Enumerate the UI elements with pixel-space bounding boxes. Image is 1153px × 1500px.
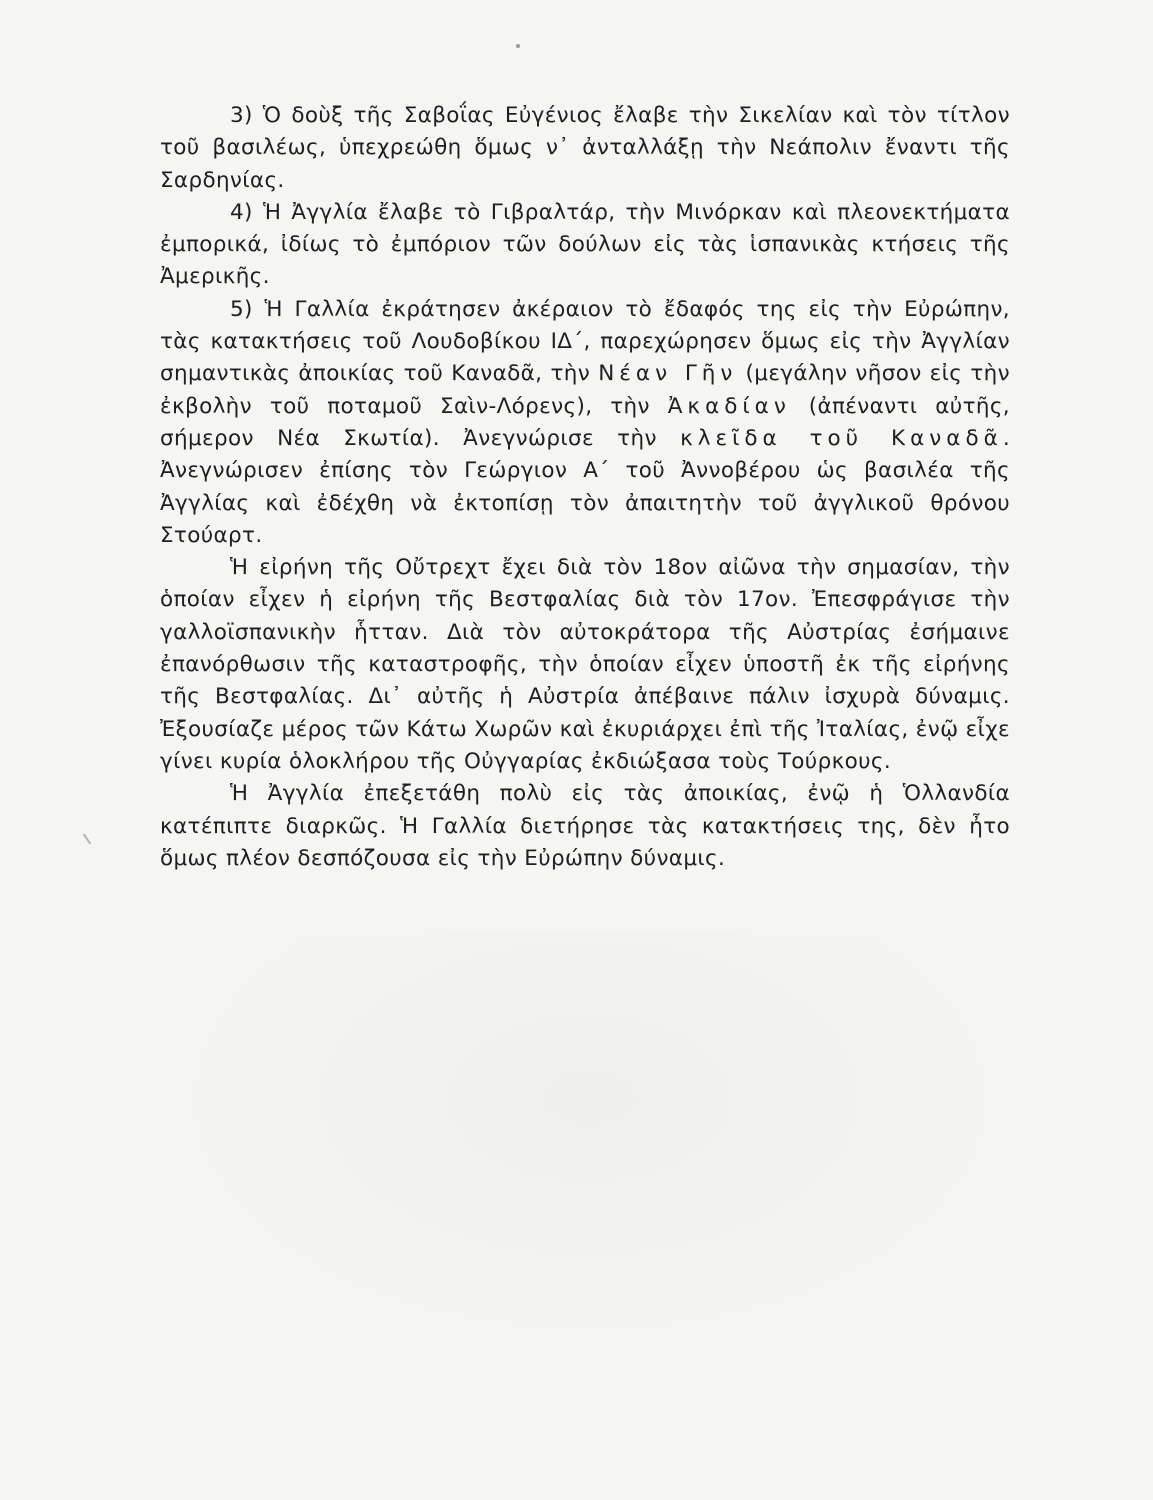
paragraph-france-terms — [160, 294, 1010, 552]
paragraph-aftermath: Ἡ Ἀγγλία ἐπεξετάθη πολὺ εἰς τὰς ἀποικίας, ἐνῷ ἡ Ὁλλανδία κατέπιπτε διαρκῶς. Ἡ Γαλλία διετήρησε τὰς κατακτήσεις της, δὲν ἦτο ὅμως πλέον δεσπόζουσα εἰς τὴν Εὐρώπην δύναμις. — [160, 781, 1010, 871]
spaced-term-key-of-canada: κλεῖδα τοῦ Καναδᾶ — [680, 425, 1003, 451]
print-speck — [516, 44, 520, 48]
paragraph-savoy: 3) Ὁ δοὺξ τῆς Σαβοΐας Εὐγένιος ἔλαβε τὴν Σικελίαν καὶ τὸν τίτλον τοῦ βασιλέως, ὑπεχρεώθη ὅμως ν᾽ ἀνταλλάξῃ τὴν Νεάπολιν ἔναντι τῆς Σαρδηνίας. — [160, 103, 1010, 193]
paragraph-segment: (ἀπέναντι αὐτῆς, σήμερον Νέα Σκωτία). Ἀνεγνώρισε τὴν — [160, 393, 1010, 451]
margin-pencil-mark — [83, 834, 92, 845]
paragraph-utrecht-significance: Ἡ εἰρήνη τῆς Οὔτρεχτ ἔχει διὰ τὸν 18ον αἰῶνα τὴν σημασίαν, τὴν ὁποίαν εἶχεν ἡ εἰρήνη τῆς Βεστφαλίας διὰ τὸν 17ον. Ἐπεσφράγισε τὴν γαλλοϊσπανικὴν ἧτταν. Διὰ τὸν αὐτοκράτορα τῆς Αὐστρίας ἐσήμαινε ἐπανόρθωσιν τῆς καταστροφῆς, τὴν ὁποίαν εἶχεν ὑποστῆ ἐκ τῆς εἰρήνης τῆς Βεστφαλίας. Δι᾽ αὐτῆς ἡ Αὐστρία ἀπέβαινε πάλιν ἰσχυρὰ δύναμις. Ἐξουσίαζε μέρος τῶν Κάτω Χωρῶν καὶ ἐκυριάρχει ἐπὶ τῆς Ἰταλίας, ἐνῷ εἶχε γίνει κυρία ὁλοκλήρου τῆς Οὐγγαρίας ἐκδιώξασα τοὺς Τούρκους. — [160, 555, 1010, 774]
spaced-term-acadia: Ἀκαδίαν — [667, 393, 791, 419]
body-text — [160, 100, 1010, 875]
paragraph-segment: . Ἀνεγνώρισεν ἐπίσης τὸν Γεώργιον Α΄ τοῦ Ἀννοβέρου ὡς βασιλέα τῆς Ἀγγλίας καὶ ἐδέχθη νὰ ἐκτοπίσῃ τὸν ἀπαιτητὴν τοῦ ἀγγλικοῦ θρόνου Στούαρτ. — [160, 425, 1010, 548]
paragraph-segment: (μεγάλην νῆσον εἰς τὴν ἐκβολὴν τοῦ ποταμοῦ Σαὶν-Λόρενς), τὴν — [160, 361, 1010, 419]
bleed-through-shadow — [160, 930, 1020, 1350]
paragraph-england-gains: 4) Ἡ Ἀγγλία ἔλαβε τὸ Γιβραλτάρ, τὴν Μινόρκαν καὶ πλεονεκτήματα ἐμπορικά, ἰδίως τὸ ἐμπόριον τῶν δούλων εἰς τὰς ἱσπανικὰς κτήσεις τῆς Ἀμερικῆς. — [160, 199, 1010, 290]
spaced-term-new-land: Νέαν Γῆν — [598, 361, 738, 387]
paragraph-segment: 5) Ἡ Γαλλία ἐκράτησεν ἀκέραιον τὸ ἔδαφός της εἰς τὴν Εὐρώπην, τὰς κατακτήσεις τοῦ Λουδοβίκου ΙΔ΄, παρεχώρησεν ὅμως εἰς τὴν Ἀγγλίαν σημαντικὰς ἀποικίας τοῦ Καναδᾶ, τὴν — [160, 296, 1010, 387]
